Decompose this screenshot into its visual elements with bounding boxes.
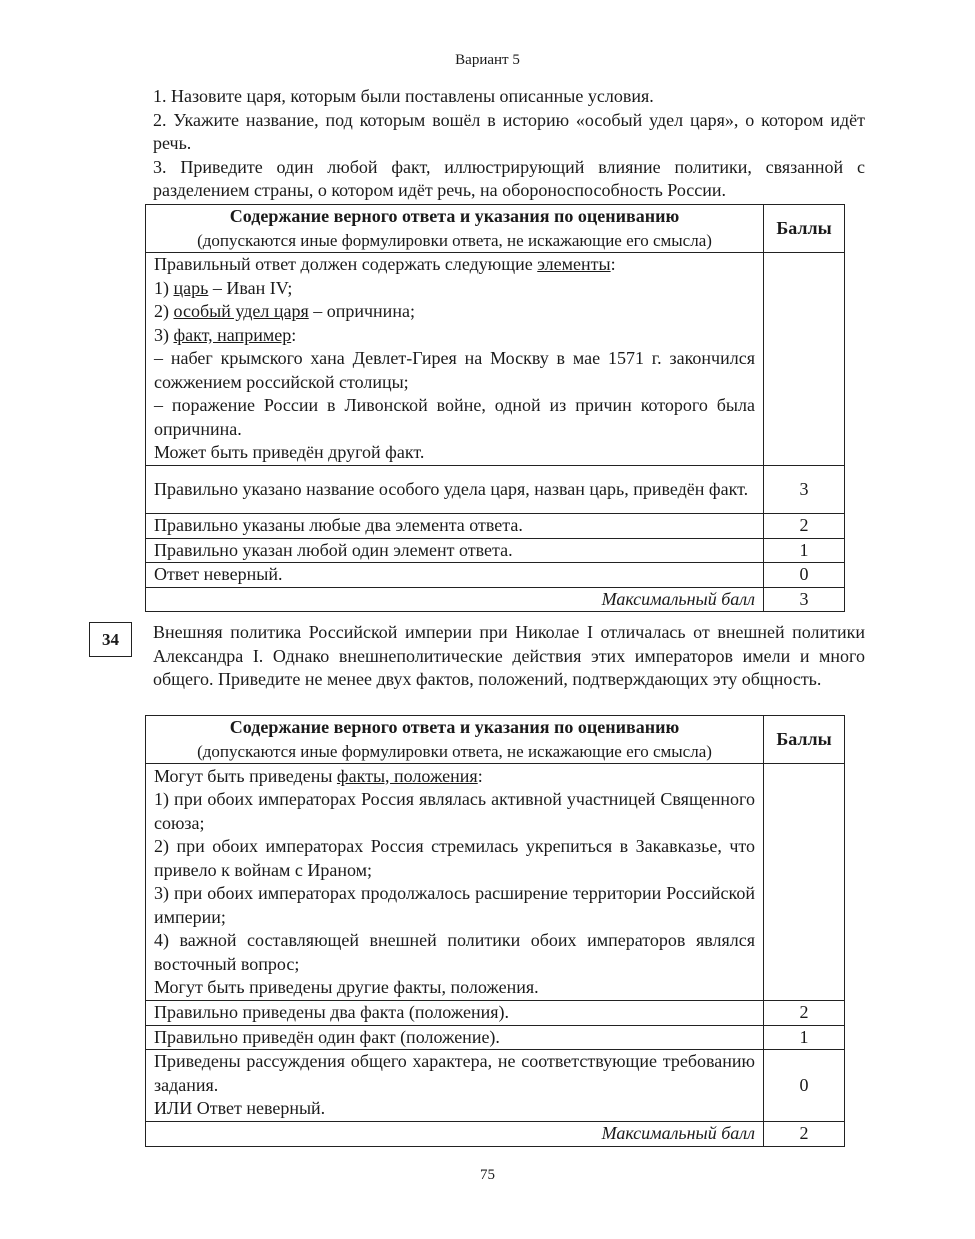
criteria-text: Приведены рассуждения общего характера, не соответствующие требованию задания. ИЛИ Ответ неверный.: [146, 1050, 764, 1122]
header-cell: [146, 716, 764, 764]
answer-table-2: [145, 715, 845, 1147]
criteria-score: 2: [764, 514, 845, 539]
score-row: [146, 514, 845, 539]
question-2: 2. Укажите название, под которым вошёл в историю «особый удел царя», о котором идёт речь.: [153, 109, 865, 153]
header-subtitle: (допускаются иные формулировки ответа, не искажающие его смысла): [197, 741, 712, 761]
criteria-score: 0: [764, 563, 845, 588]
criteria-text: Правильно приведён один факт (положение).: [146, 1025, 764, 1050]
max-score-value: 2: [764, 1122, 845, 1147]
empty-score-cell: [764, 253, 845, 466]
criteria-score: 1: [764, 1025, 845, 1050]
answer-element-2: 2) особый удел царя – опричнина;: [154, 301, 415, 322]
fact-1: – набег крымского хана Девлет-Гирея на Москву в мае 1571 г. закончился сожжением российской столицы;: [154, 348, 755, 392]
criteria-text: Правильно указаны любые два элемента ответа.: [146, 514, 764, 539]
question-3: 3. Приведите один любой факт, иллюстрирующий влияние политики, связанной с разделением страны, о котором идёт речь, на обороноспособность России.: [153, 156, 865, 200]
answer-table-1: [145, 204, 845, 612]
score-row: [146, 538, 845, 563]
max-score-value: 3: [764, 587, 845, 612]
answer-content: [146, 253, 764, 466]
answer-element-1: 1) царь – Иван IV;: [154, 277, 293, 298]
max-score-label: Максимальный балл: [146, 587, 764, 612]
answer-element-4: 4) важной составляющей внешней политики обоих императоров являлся восточный вопрос;: [154, 930, 755, 974]
answer-note: Может быть приведён другой факт.: [154, 442, 425, 463]
header-cell: [146, 205, 764, 253]
page-number: 75: [480, 1167, 495, 1183]
question-number-34: 34: [89, 622, 132, 657]
criteria-text: Ответ неверный.: [146, 563, 764, 588]
criteria-score: 1: [764, 538, 845, 563]
table-header-row: [146, 205, 845, 253]
answer-intro: Могут быть приведены факты, положения:: [154, 765, 483, 786]
max-score-row: [146, 1122, 845, 1147]
table-header-row: [146, 716, 845, 764]
answer-content-row: [146, 764, 845, 1001]
score-header: Баллы: [764, 205, 845, 253]
answer-element-3: 3) факт, например:: [154, 324, 297, 345]
question-34-text: Внешняя политика Российской империи при Николае I отличалась от внешней политики Александра I. Однако внешнеполитические действия этих императоров имели и много общего. Приведите не менее двух фактов, положений, подтверждающих эту общность.: [153, 622, 865, 689]
criteria-score: 0: [764, 1050, 845, 1122]
empty-score-cell: [764, 764, 845, 1001]
score-header: Баллы: [764, 716, 845, 764]
score-row: [146, 1001, 845, 1026]
score-row: [146, 1025, 845, 1050]
question-list: [153, 85, 865, 203]
answer-element-2: 2) при обоих императорах Россия стремилась укрепиться в Закавказье, что привело к войнам с Ираном;: [154, 836, 755, 880]
answer-intro: Правильный ответ должен содержать следующие элементы:: [154, 254, 616, 275]
max-score-label: Максимальный балл: [146, 1122, 764, 1147]
answer-content: [146, 764, 764, 1001]
criteria-text: Правильно указан любой один элемент ответа.: [146, 538, 764, 563]
score-row: [146, 1050, 845, 1122]
answer-element-1: 1) при обоих императорах Россия являлась активной участницей Священного союза;: [154, 789, 755, 833]
criteria-text: Правильно приведены два факта (положения).: [146, 1001, 764, 1026]
answer-note: Могут быть приведены другие факты, положения.: [154, 977, 539, 997]
fact-2: – поражение России в Ливонской войне, одной из причин которого была опричнина.: [154, 395, 755, 439]
criteria-score: 2: [764, 1001, 845, 1026]
score-row: [146, 466, 845, 514]
answer-element-3: 3) при обоих императорах продолжалось расширение территории Российской империи;: [154, 883, 755, 927]
criteria-text: Правильно указано название особого удела царя, назван царь, приведён факт.: [146, 466, 764, 514]
score-row: [146, 563, 845, 588]
criteria-score: 3: [764, 466, 845, 514]
page-header: Вариант 5: [455, 52, 520, 68]
question-1: 1. Назовите царя, которым были поставлены описанные условия.: [153, 86, 654, 106]
header-title: Содержание верного ответа и указания по оцениванию: [229, 717, 680, 737]
max-score-row: [146, 587, 845, 612]
header-subtitle: (допускаются иные формулировки ответа, не искажающие его смысла): [197, 230, 712, 250]
header-title: Содержание верного ответа и указания по оцениванию: [229, 206, 680, 226]
answer-content-row: [146, 253, 845, 466]
